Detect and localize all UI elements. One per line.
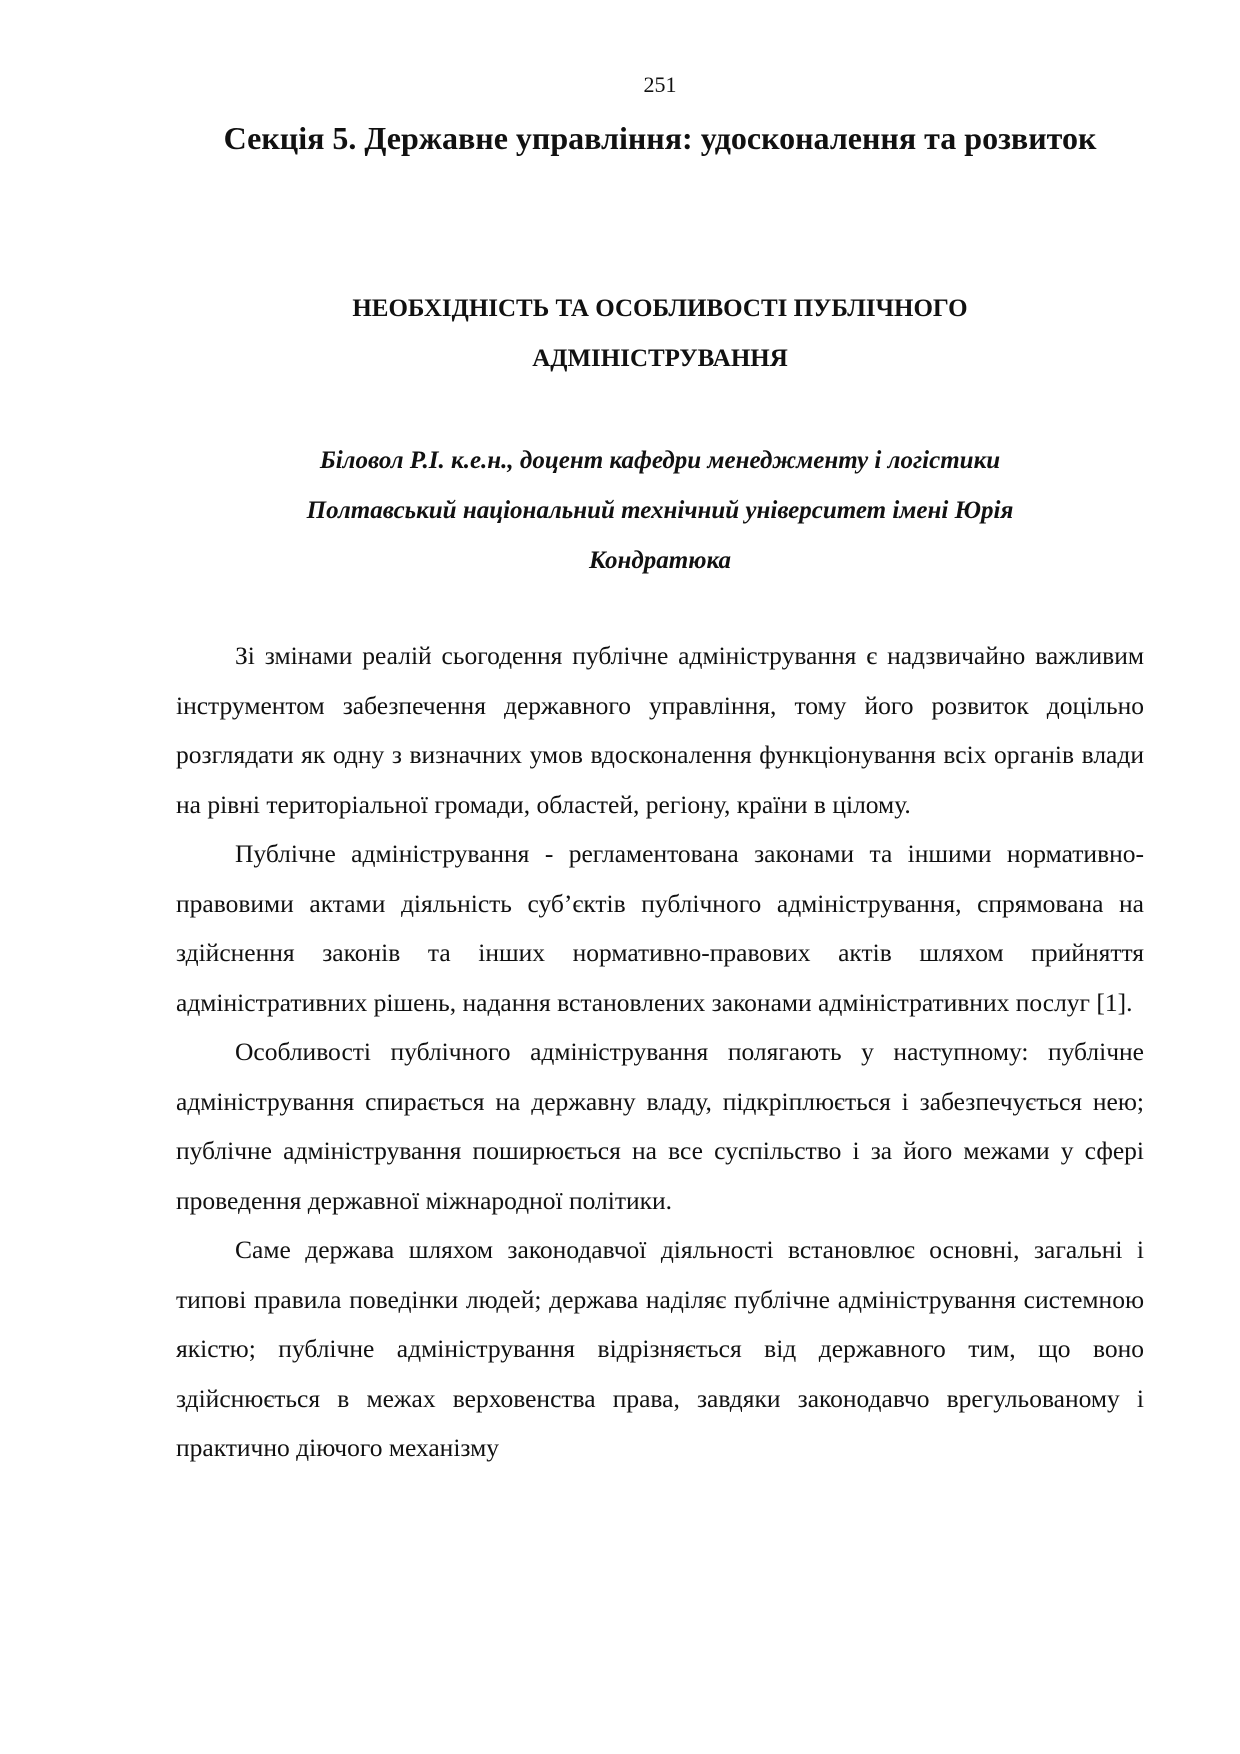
paragraph: Публічне адміністрування - регламентована законами та іншими нормативно-правовими актами діяльність суб’єктів публічного адміністрування, спрямована на здійснення законів та інших нормативно-правових актів шляхом прийняття адміністративних рішень, надання встановлених законами адміністративних послуг [1]. bbox=[176, 839, 1144, 1017]
article-body bbox=[176, 631, 1144, 1473]
author-affiliation bbox=[176, 436, 1144, 586]
paragraph: Зі змінами реалій сьогодення публічне адміністрування є надзвичайно важливим інструментом забезпечення державного управління, тому його розвиток доцільно розглядати як одну з визначних умов вдосконалення функціонування всіх органів влади на рівні територіальної громади, областей, регіону, країни в цілому. bbox=[176, 641, 1144, 819]
author-line: Біловол Р.І. к.е.н., доцент кафедри менеджменту і логістики bbox=[319, 447, 1001, 474]
affiliation-line: Кондратюка bbox=[588, 547, 732, 574]
paragraph: Особливості публічного адміністрування полягають у наступному: публічне адміністрування спирається на державну владу, підкріплюється і забезпечується нею; публічне адміністрування поширюється на все суспільство і за його межами у сфері проведення державної міжнародної політики. bbox=[176, 1037, 1144, 1215]
affiliation-line: Полтавський національний технічний університет імені Юрія bbox=[306, 497, 1014, 524]
article-title bbox=[176, 284, 1144, 384]
article-title-line: АДМІНІСТРУВАННЯ bbox=[532, 345, 788, 372]
paragraph: Саме держава шляхом законодавчої діяльності встановлює основні, загальні і типові правила поведінки людей; держава наділяє публічне адміністрування системною якістю; публічне адміністрування відрізняється від державного тим, що воно здійснюється в межах верховенства права, завдяки законодавчо врегульованому і практично діючого механізму bbox=[176, 1235, 1144, 1462]
article-title-line: НЕОБХІДНІСТЬ ТА ОСОБЛИВОСТІ ПУБЛІЧНОГО bbox=[352, 295, 968, 322]
section-title: Секція 5. Державне управління: удосконалення та розвиток bbox=[223, 120, 1097, 156]
page-number: 251 bbox=[643, 72, 677, 97]
